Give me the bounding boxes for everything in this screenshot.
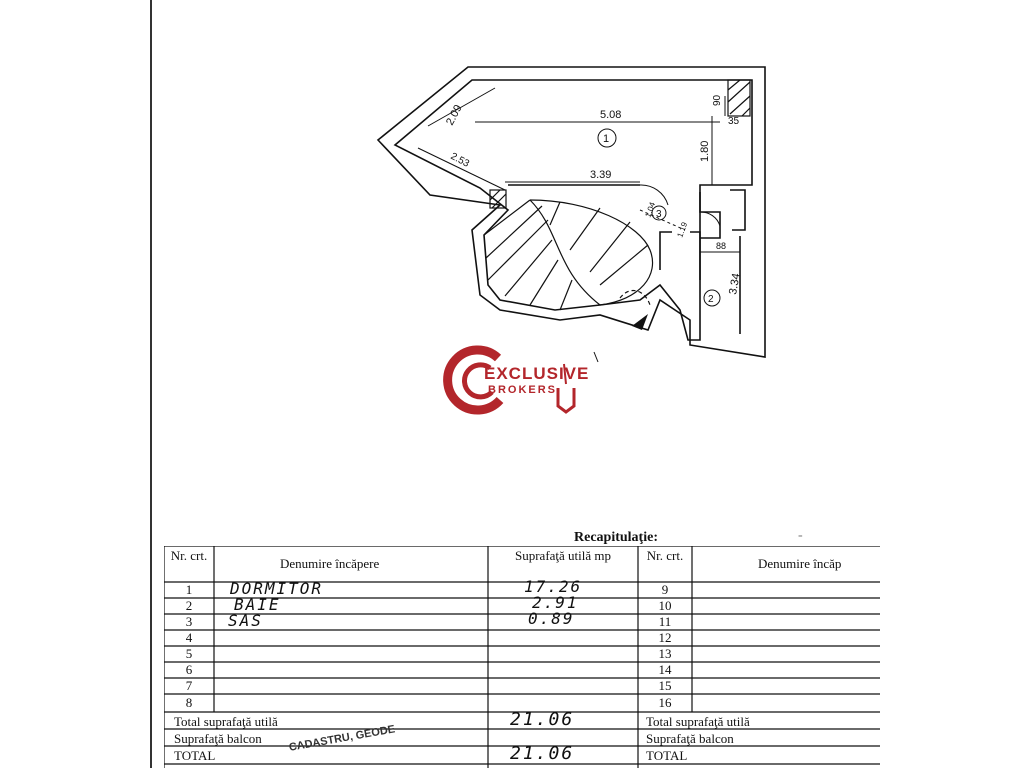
room-label-3: 3 — [656, 209, 662, 220]
balcon-label: Suprafaţă balcon — [174, 731, 262, 746]
row-nr: 7 — [185, 678, 193, 693]
total-util-value: 21.06 — [510, 709, 575, 730]
recap-title: Recapitulaţie: — [574, 530, 658, 545]
dim-90: 90 — [712, 94, 723, 106]
dim-35: 35 — [728, 116, 740, 127]
total-util-label: Total suprafaţă utilă — [174, 714, 278, 729]
header-suprafata: Suprafaţă utilă mp — [514, 548, 612, 563]
total-label: TOTAL — [174, 748, 216, 763]
recap-table — [164, 546, 880, 768]
hatched-columns — [490, 80, 750, 208]
row-nr-right: 10 — [658, 598, 672, 613]
header-denumire-right: Denumire încăp — [758, 556, 842, 571]
dim-2-53: 2.53 — [448, 150, 471, 170]
recap-mark: - — [798, 528, 803, 543]
plan-walls — [378, 67, 765, 357]
row-name: DORMITOR — [230, 579, 324, 598]
row-nr-right: 9 — [661, 582, 669, 597]
row-nr-right: 15 — [658, 678, 672, 693]
row-nr: 6 — [185, 662, 193, 677]
spiral-staircase — [484, 200, 653, 310]
cadastru-stamp: CADASTRU, GEODE — [288, 723, 397, 754]
room-label-2: 2 — [708, 294, 714, 305]
dim-3-34: 3.34 — [727, 272, 743, 296]
row-name: BAIE — [234, 595, 281, 614]
balcon-label-right: Suprafaţă balcon — [646, 731, 734, 746]
row-area: 0.89 — [528, 609, 575, 628]
row-area: 2.91 — [532, 593, 579, 612]
dimension-lines — [418, 88, 740, 334]
row-nr-right: 16 — [658, 695, 672, 710]
row-nr: 5 — [185, 646, 193, 661]
room-label-1: 1 — [603, 133, 610, 145]
row-nr: 4 — [185, 630, 193, 645]
dim-1-04: 1.04 — [643, 200, 658, 219]
entry-arrow — [632, 314, 648, 330]
header-nr-crt-right: Nr. crt. — [646, 548, 684, 563]
row-area: 17.26 — [524, 577, 583, 596]
row-nr-right: 14 — [658, 662, 672, 677]
row-nr-right: 13 — [658, 646, 672, 661]
row-nr-right: 11 — [658, 614, 672, 629]
row-nr-right: 12 — [658, 630, 672, 645]
logo-word-exclusive: EXCLUSIVE — [484, 364, 590, 383]
dim-2-09: 2.09 — [444, 102, 465, 128]
row-nr: 1 — [185, 582, 193, 597]
dim-1-19: 1.19 — [675, 220, 690, 239]
total-label-right: TOTAL — [646, 748, 688, 763]
row-nr: 3 — [185, 614, 193, 629]
row-name: SAS — [228, 611, 263, 630]
row-nr: 8 — [185, 695, 193, 710]
dim-1-80: 1.80 — [699, 140, 711, 162]
total-util-label-right: Total suprafaţă utilă — [646, 714, 750, 729]
dim-5-08: 5.08 — [600, 109, 622, 121]
exclusive-brokers-logo — [436, 344, 596, 420]
total-value: 21.06 — [510, 743, 575, 764]
header-denumire: Denumire încăpere — [280, 556, 380, 571]
dim-3-39: 3.39 — [590, 169, 612, 181]
dim-88: 88 — [716, 241, 727, 251]
logo-word-brokers: BROKERS — [488, 384, 558, 396]
header-nr-crt: Nr. crt. — [170, 548, 208, 563]
row-nr: 2 — [185, 598, 193, 613]
